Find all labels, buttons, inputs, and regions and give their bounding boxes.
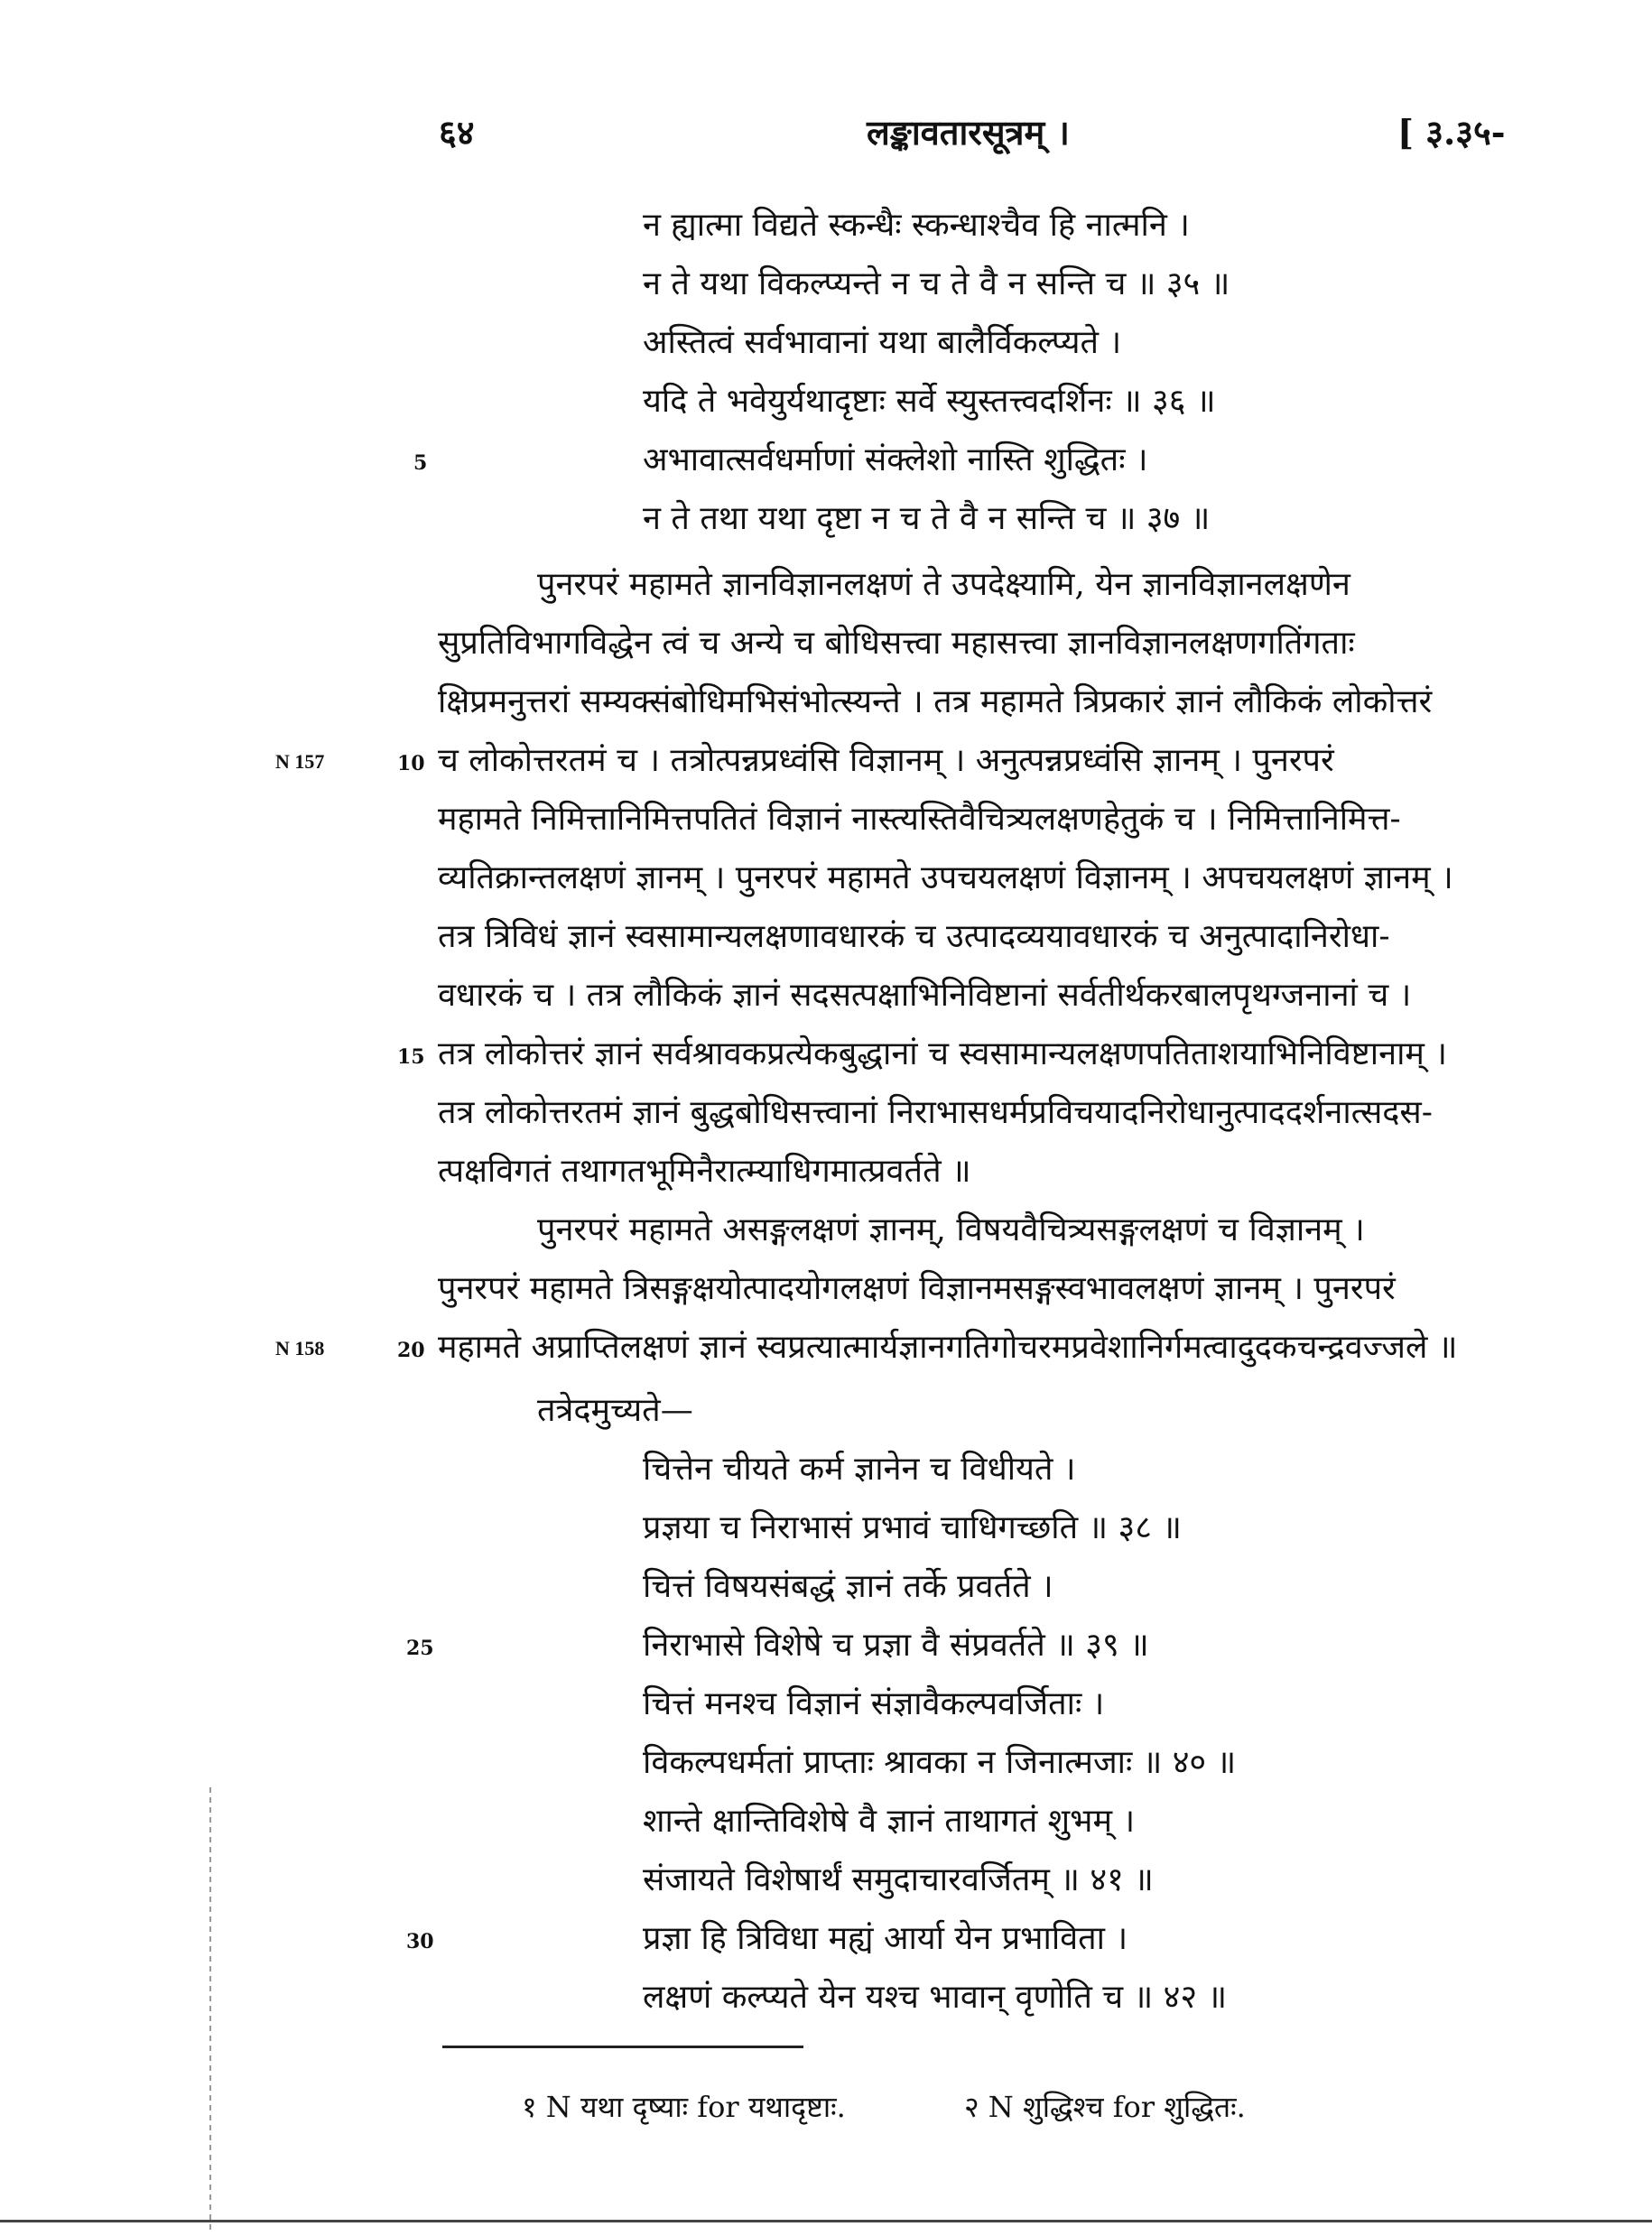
verse-line: संजायते विशेषार्थं समुदाचारवर्जितम् ॥ ४१ ॥ xyxy=(643,1861,1154,1898)
verse-line: विकल्पधर्मतां प्राप्ताः श्रावका न जिनात्मजाः ॥ ४० ॥ xyxy=(643,1744,1237,1781)
verse-line: प्रज्ञया च निराभासं प्रभावं चाधिगच्छति ॥ ३८ ॥ xyxy=(643,1509,1182,1546)
verse-line: चित्तं विषयसंबद्धं ज्ञानं तर्के प्रवर्तते । xyxy=(643,1568,1053,1605)
prose-line: वधारकं च । तत्र लौकिकं ज्ञानं सदसत्पक्षाभिनिविष्टानां सर्वतीर्थकरबालपृथग्जनानां च । xyxy=(438,977,1412,1014)
prose-line: महामते निमित्तानिमित्तपतितं विज्ञानं नास्त्यस्तिवैचित्र्यलक्षणहेतुकं च । निमित्तानिमित्त- xyxy=(438,801,1401,838)
footnote-rule xyxy=(442,2046,803,2048)
binding-edge xyxy=(209,1787,211,2230)
verse-line: लक्षणं कल्प्यते येन यश्च भावान् वृणोति च ॥ ४२ ॥ xyxy=(643,1979,1228,2016)
line-number: 5 xyxy=(413,451,428,475)
verse-line: यदि ते भवेयुर्यथादृष्टाः सर्वे स्युस्तत्त्वदर्शिनः ॥ ३६ ॥ xyxy=(643,383,1216,420)
verse-line: अभावात्सर्वधर्माणां संक्लेशो नास्ति शुद्धितः । xyxy=(643,441,1148,478)
line-number: 10 xyxy=(397,752,425,775)
line-number: 20 xyxy=(397,1339,425,1362)
margin-reference: N 158 xyxy=(275,1337,325,1359)
prose-line: सुप्रतिविभागविद्धेन त्वं च अन्ये च बोधिसत्त्वा महासत्त्वा ज्ञानविज्ञानलक्षणगतिंगताः xyxy=(438,625,1355,662)
section-reference: [ ३.३५- xyxy=(1397,112,1506,153)
verse-line: चित्तेन चीयते कर्म ज्ञानेन च विधीयते । xyxy=(643,1451,1076,1488)
verse-line: न ते यथा विकल्प्यन्ते न च ते वै न सन्ति च ॥ ३५ ॥ xyxy=(643,265,1230,302)
footnote: २ N शुद्धिश्च for शुद्धितः. xyxy=(964,2090,1246,2124)
prose-line: पुनरपरं महामते असङ्गलक्षणं ज्ञानम्, विषयवैचित्र्यसङ्गलक्षणं च विज्ञानम् । xyxy=(537,1211,1365,1248)
line-number: 15 xyxy=(397,1045,425,1069)
page-bottom-edge xyxy=(0,2220,1652,2222)
verse-line: चित्तं मनश्च विज्ञानं संज्ञावैकल्पवर्जिताः । xyxy=(643,1685,1105,1722)
prose-line: त्पक्षविगतं तथागतभूमिनैरात्म्याधिगमात्प्रवर्तते ॥ xyxy=(438,1153,971,1190)
prose-line: व्यतिक्रान्तलक्षणं ज्ञानम् । पुनरपरं महामते उपचयलक्षणं विज्ञानम् । अपचयलक्षणं ज्ञानम् । xyxy=(438,859,1453,896)
prose-line: तत्र लोकोत्तरतमं ज्ञानं बुद्धबोधिसत्त्वानां निराभासधर्मप्रविचयादनिरोधानुत्पाददर्शनात्सदस- xyxy=(438,1094,1433,1131)
line-number: 25 xyxy=(406,1637,434,1660)
prose-line: महामते अप्राप्तिलक्षणं ज्ञानं स्वप्रत्यात्मार्यज्ञानगतिगोचरमप्रवेशानिर्गमत्वादुदकचन्द्रवज्जले ॥ xyxy=(438,1329,1458,1366)
line-number: 30 xyxy=(406,1930,434,1953)
running-title: लङ्कावतारसूत्रम् । xyxy=(867,112,1070,153)
margin-reference: N 157 xyxy=(275,750,325,773)
verse-line: निराभासे विशेषे च प्रज्ञा वै संप्रवर्तते ॥ ३९ ॥ xyxy=(643,1627,1149,1664)
verse-line: न ह्यात्मा विद्यते स्कन्धैः स्कन्धाश्चैव हि नात्मनि । xyxy=(643,207,1190,244)
prose-line: पुनरपरं महामते त्रिसङ्गक्षयोत्पादयोगलक्षणं विज्ञानमसङ्गस्वभावलक्षणं ज्ञानम् । पुनरपरं xyxy=(438,1270,1396,1307)
prose-line: क्षिप्रमनुत्तरां सम्यक्संबोधिमभिसंभोत्स्यन्ते । तत्र महामते त्रिप्रकारं ज्ञानं लौकिकं लोकोत्तरं xyxy=(438,683,1433,720)
page-number: ६४ xyxy=(439,112,475,153)
verse-line: अस्तित्वं सर्वभावानां यथा बालैर्विकल्प्यते । xyxy=(643,324,1122,361)
prose-line: तत्र त्रिविधं ज्ञानं स्वसामान्यलक्षणावधारकं च उत्पादव्ययावधारकं च अनुत्पादानिरोधा- xyxy=(438,918,1390,955)
verse-intro: तत्रेदमुच्यते— xyxy=(537,1392,693,1429)
verse-line: शान्ते क्षान्तिविशेषे वै ज्ञानं ताथागतं शुभम् । xyxy=(643,1803,1136,1840)
verse-line: प्रज्ञा हि त्रिविधा मह्यं आर्या येन प्रभाविता । xyxy=(643,1920,1128,1957)
prose-line: पुनरपरं महामते ज्ञानविज्ञानलक्षणं ते उपदेक्ष्यामि, येन ज्ञानविज्ञानलक्षणेन xyxy=(537,566,1350,603)
footnote: १ N यथा दृष्याः for यथादृष्टाः. xyxy=(522,2090,846,2124)
verse-line: न ते तथा यथा दृष्टा न च ते वै न सन्ति च ॥ ३७ ॥ xyxy=(643,500,1211,537)
prose-line: च लोकोत्तरतमं च । तत्रोत्पन्नप्रध्वंसि विज्ञानम् । अनुत्पन्नप्रध्वंसि ज्ञानम् । पुनरपरं xyxy=(438,742,1334,779)
prose-line: तत्र लोकोत्तरं ज्ञानं सर्वश्रावकप्रत्येकबुद्धानां च स्वसामान्यलक्षणपतिताशयाभिनिविष्टानाम् । xyxy=(438,1035,1448,1072)
